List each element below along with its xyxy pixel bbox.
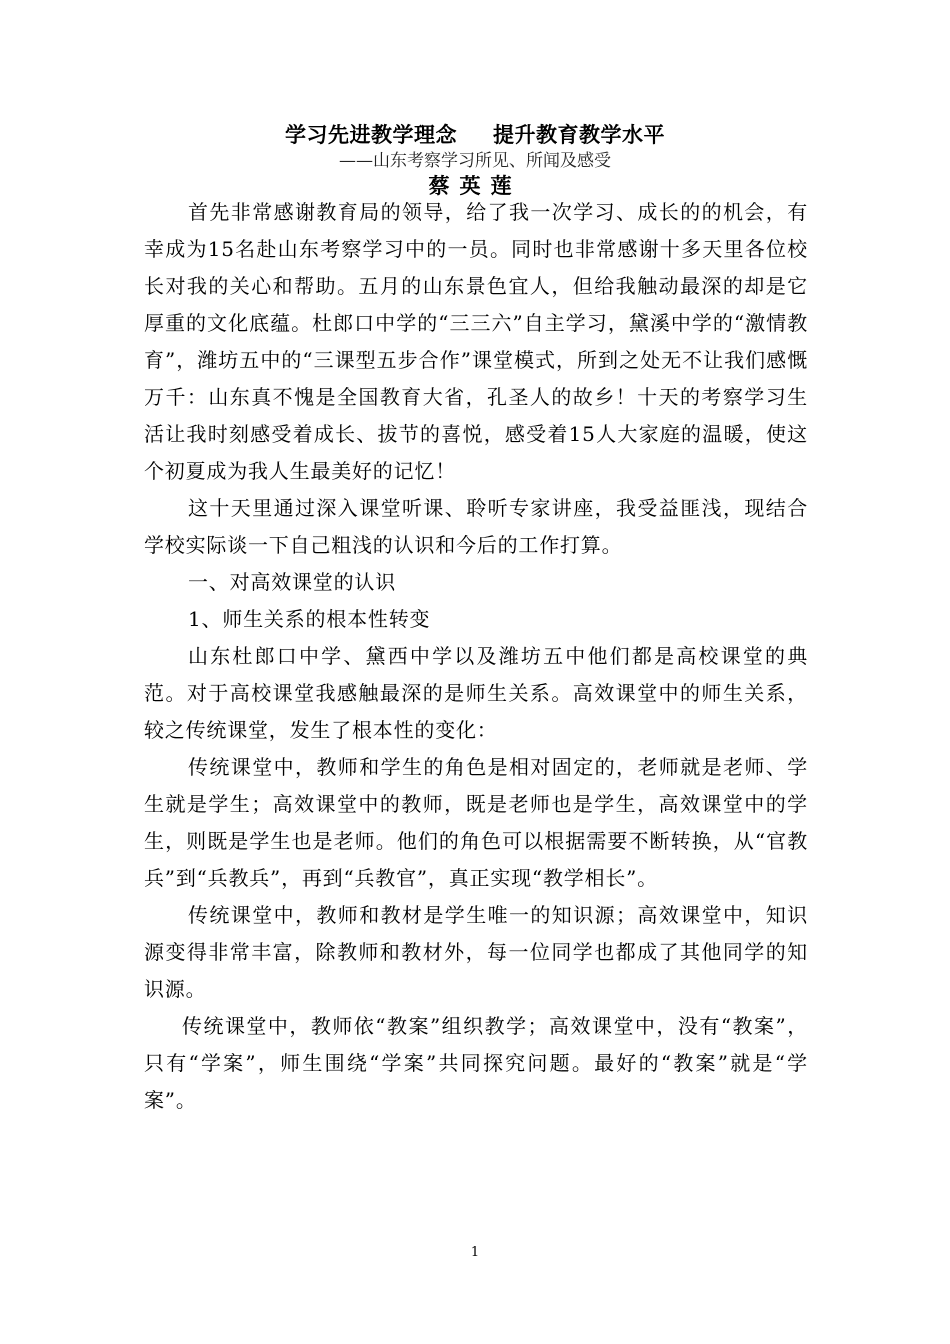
section-heading: 一、对高效课堂的认识: [188, 570, 396, 594]
paragraph-roles: 传统课堂中，教师和学生的角色是相对固定的，老师就是老师、学生就是学生；高效课堂中的教师，既是老师也是学生，高效课堂中的学生，则既是学生也是老师。他们的角色可以根据需要不断转换，从“官教兵”到“兵教兵”，再到“兵教官”，真正实现“教学相长”。: [144, 755, 808, 890]
page-number: 1: [470, 1245, 480, 1260]
subsection-heading: 1、师生关系的根本性转变: [188, 607, 431, 631]
paragraph-lesson-plan: 传统课堂中，教师依“教案”组织教学；高效课堂中，没有“教案”，只有“学案”，师生围绕“学案”共同探究问题。最好的“教案”就是“学案”。: [144, 1014, 808, 1112]
title-part-2: 提升教育教学水平: [493, 122, 665, 147]
document-body: [144, 194, 808, 1119]
paragraph-knowledge-source: 传统课堂中，教师和教材是学生唯一的知识源；高效课堂中，知识源变得非常丰富，除教师和教材外，每一位同学也都成了其他同学的知识源。: [144, 903, 808, 1001]
document-title: [0, 120, 950, 150]
title-part-1: 学习先进教学理念: [285, 122, 457, 147]
paragraph-purpose: 这十天里通过深入课堂听课、聆听专家讲座，我受益匪浅，现结合学校实际谈一下自己粗浅的认识和今后的工作打算。: [144, 496, 808, 557]
author-name: 蔡英莲: [428, 173, 522, 198]
paragraph-examples: 山东杜郎口中学、黛西中学以及潍坊五中他们都是高校课堂的典范。对于高校课堂我感触最深的是师生关系。高效课堂中的师生关系，较之传统课堂，发生了根本性的变化：: [144, 644, 808, 742]
document-subtitle: ——山东考察学习所见、所闻及感受: [339, 151, 611, 171]
paragraph-intro: 首先非常感谢教育局的领导，给了我一次学习、成长的的机会，有幸成为15名赴山东考察学习中的一员。同时也非常感谢十多天里各位校长对我的关心和帮助。五月的山东景色宜人，但给我触动最深的却是它厚重的文化底蕴。杜郎口中学的“三三六”自主学习，黛溪中学的“激情教育”，潍坊五中的“三课型五步合作”课堂模式，所到之处无不让我们感慨万千：山东真不愧是全国教育大省，孔圣人的故乡！十天的考察学习生活让我时刻感受着成长、拔节的喜悦，感受着15人大家庭的温暖，使这个初夏成为我人生最美好的记忆！: [144, 200, 808, 483]
